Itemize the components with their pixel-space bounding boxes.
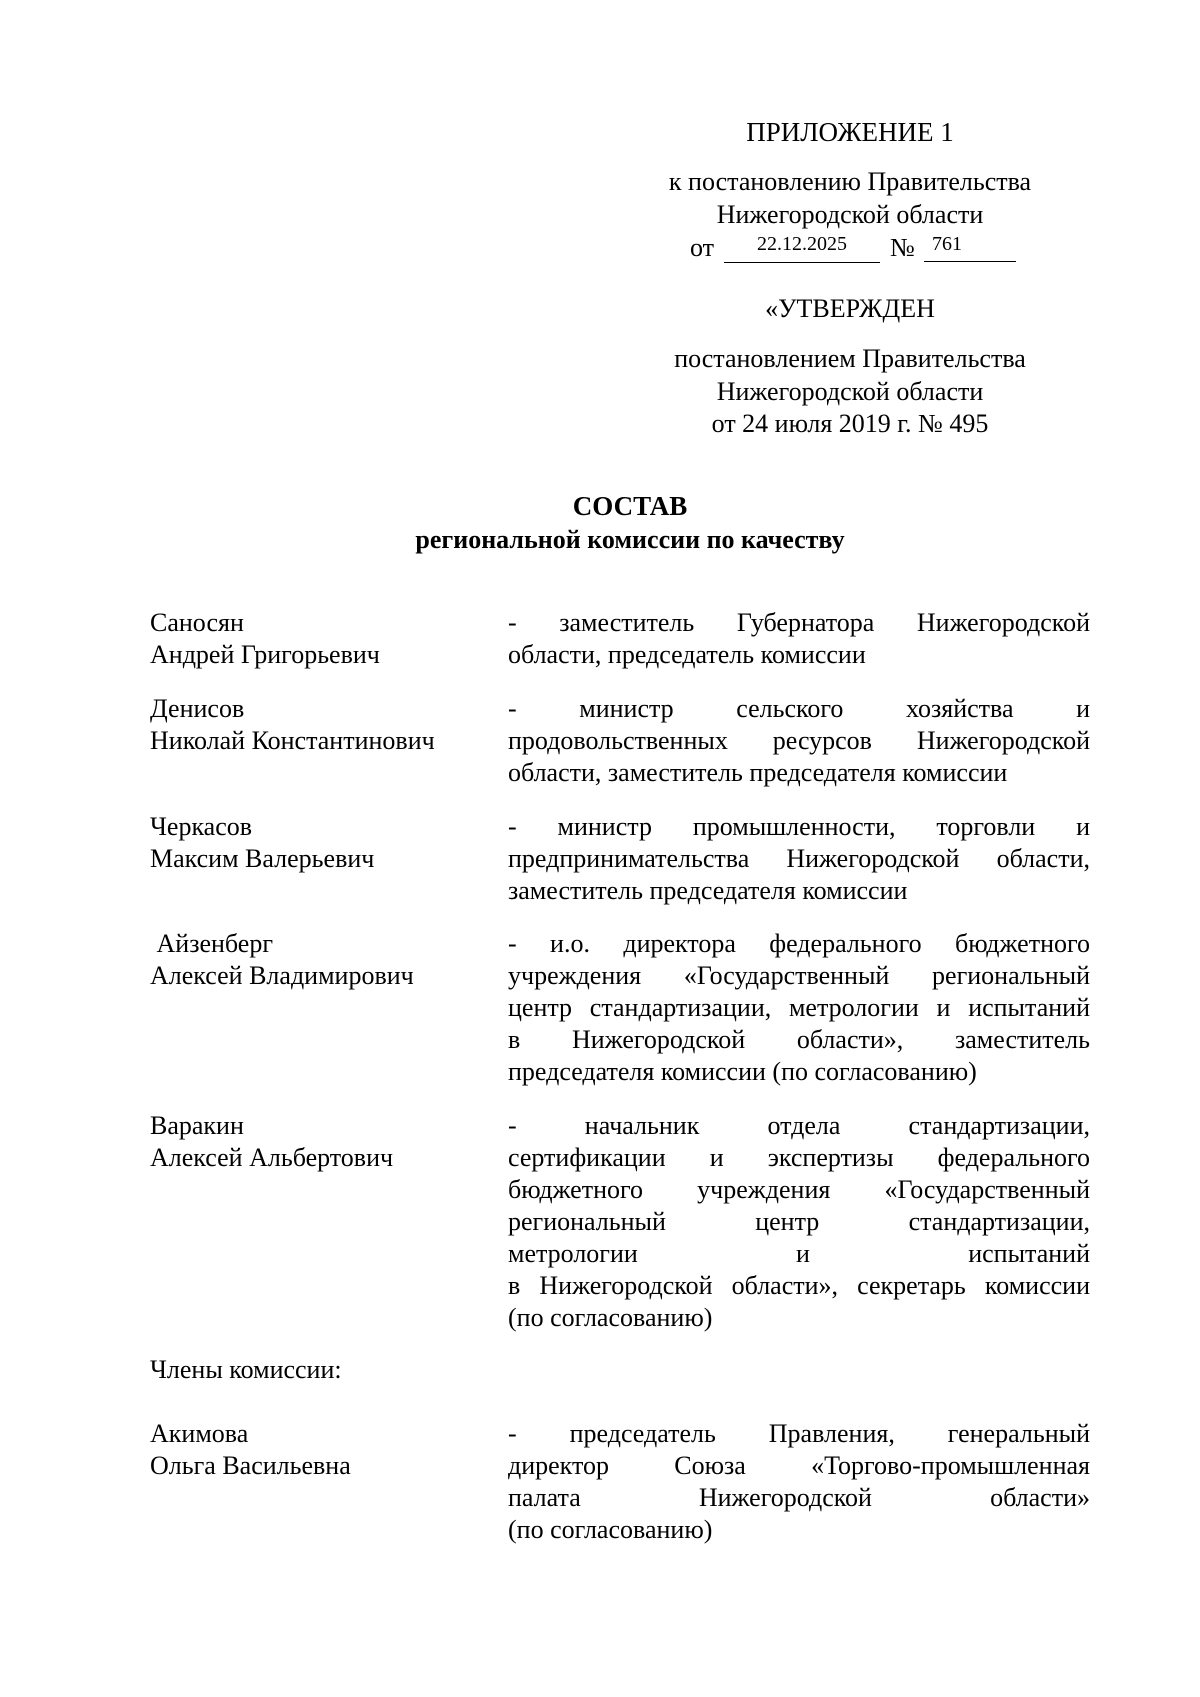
position-line: учреждения «Государственный региональный xyxy=(508,961,1090,990)
position-line: - председатель Правления, генеральный xyxy=(508,1419,1090,1448)
member-name xyxy=(150,693,490,757)
number-label: № xyxy=(890,233,915,262)
member-name xyxy=(150,607,490,671)
date-label: от xyxy=(690,233,715,262)
member-position xyxy=(508,607,1090,671)
member-surname: Акимова xyxy=(150,1419,249,1448)
decree-reference-line-1: к постановлению Правительства xyxy=(668,167,1032,196)
member-surname: Черкасов xyxy=(150,812,253,841)
position-line: центр стандартизации, метрологии и испытаний xyxy=(508,993,1090,1022)
member-given-name: Андрей Григорьевич xyxy=(150,640,380,669)
member-position xyxy=(508,693,1090,789)
member-given-name: Алексей Владимирович xyxy=(150,961,414,990)
member-name xyxy=(150,1110,490,1174)
position-line: - заместитель Губернатора Нижегородской xyxy=(508,608,1090,637)
position-line: председателя комиссии (по согласованию) xyxy=(508,1057,977,1086)
position-line: - министр промышленности, торговли и xyxy=(508,812,1090,841)
approval-line-2: Нижегородской области xyxy=(716,377,984,406)
appendix-title: ПРИЛОЖЕНИЕ 1 xyxy=(746,117,954,147)
member-name xyxy=(150,928,490,992)
member-position xyxy=(508,1110,1090,1334)
position-line: директор Союза «Торгово-промышленная xyxy=(508,1451,1090,1480)
decree-number: 761 xyxy=(924,232,1016,262)
member-surname: Денисов xyxy=(150,694,245,723)
position-line: заместитель председателя комиссии xyxy=(508,876,908,905)
member-given-name: Ольга Васильевна xyxy=(150,1451,351,1480)
position-line: - министр сельского хозяйства и xyxy=(508,694,1090,723)
position-line: области, заместитель председателя комиссии xyxy=(508,758,1008,787)
document-subtitle: региональной комиссии по качеству xyxy=(415,525,845,554)
member-given-name: Максим Валерьевич xyxy=(150,844,375,873)
position-line: - и.о. директора федерального бюджетного xyxy=(508,929,1090,958)
member-position xyxy=(508,1418,1090,1546)
decree-date: 22.12.2025 xyxy=(724,232,880,263)
position-line: - начальник отдела стандартизации, xyxy=(508,1111,1090,1140)
position-line: в Нижегородской области», секретарь комиссии xyxy=(508,1271,1090,1300)
member-surname: Саносян xyxy=(150,608,244,637)
member-position xyxy=(508,811,1090,907)
position-line: продовольственных ресурсов Нижегородской xyxy=(508,726,1090,755)
position-line: (по согласованию) xyxy=(508,1515,713,1544)
member-name xyxy=(150,1418,490,1482)
approved-heading: «УТВЕРЖДЕН xyxy=(765,294,935,323)
position-line: региональный центр стандартизации, xyxy=(508,1207,1090,1236)
member-position xyxy=(508,928,1090,1088)
position-line: области, председатель комиссии xyxy=(508,640,866,669)
position-line: палата Нижегородской области» xyxy=(508,1483,1090,1512)
decree-reference-line-2: Нижегородской области xyxy=(716,200,984,229)
member-surname: Варакин xyxy=(150,1111,244,1140)
position-line: предпринимательства Нижегородской области, xyxy=(508,844,1090,873)
member-surname: Айзенберг xyxy=(150,929,274,958)
approval-line-1: постановлением Правительства xyxy=(674,344,1026,373)
members-label: Члены комиссии: xyxy=(150,1355,342,1384)
position-line: сертификации и экспертизы федерального xyxy=(508,1143,1090,1172)
position-line: (по согласованию) xyxy=(508,1303,713,1332)
position-line: в Нижегородской области», заместитель xyxy=(508,1025,1090,1054)
member-given-name: Алексей Альбертович xyxy=(150,1143,394,1172)
approval-line-3: от 24 июля 2019 г. № 495 xyxy=(711,409,989,438)
member-given-name: Николай Константинович xyxy=(150,726,435,755)
position-line: бюджетного учреждения «Государственный xyxy=(508,1175,1090,1204)
document-title: СОСТАВ xyxy=(572,491,688,521)
member-name xyxy=(150,811,490,875)
position-line: метрологии и испытаний xyxy=(508,1239,1090,1268)
